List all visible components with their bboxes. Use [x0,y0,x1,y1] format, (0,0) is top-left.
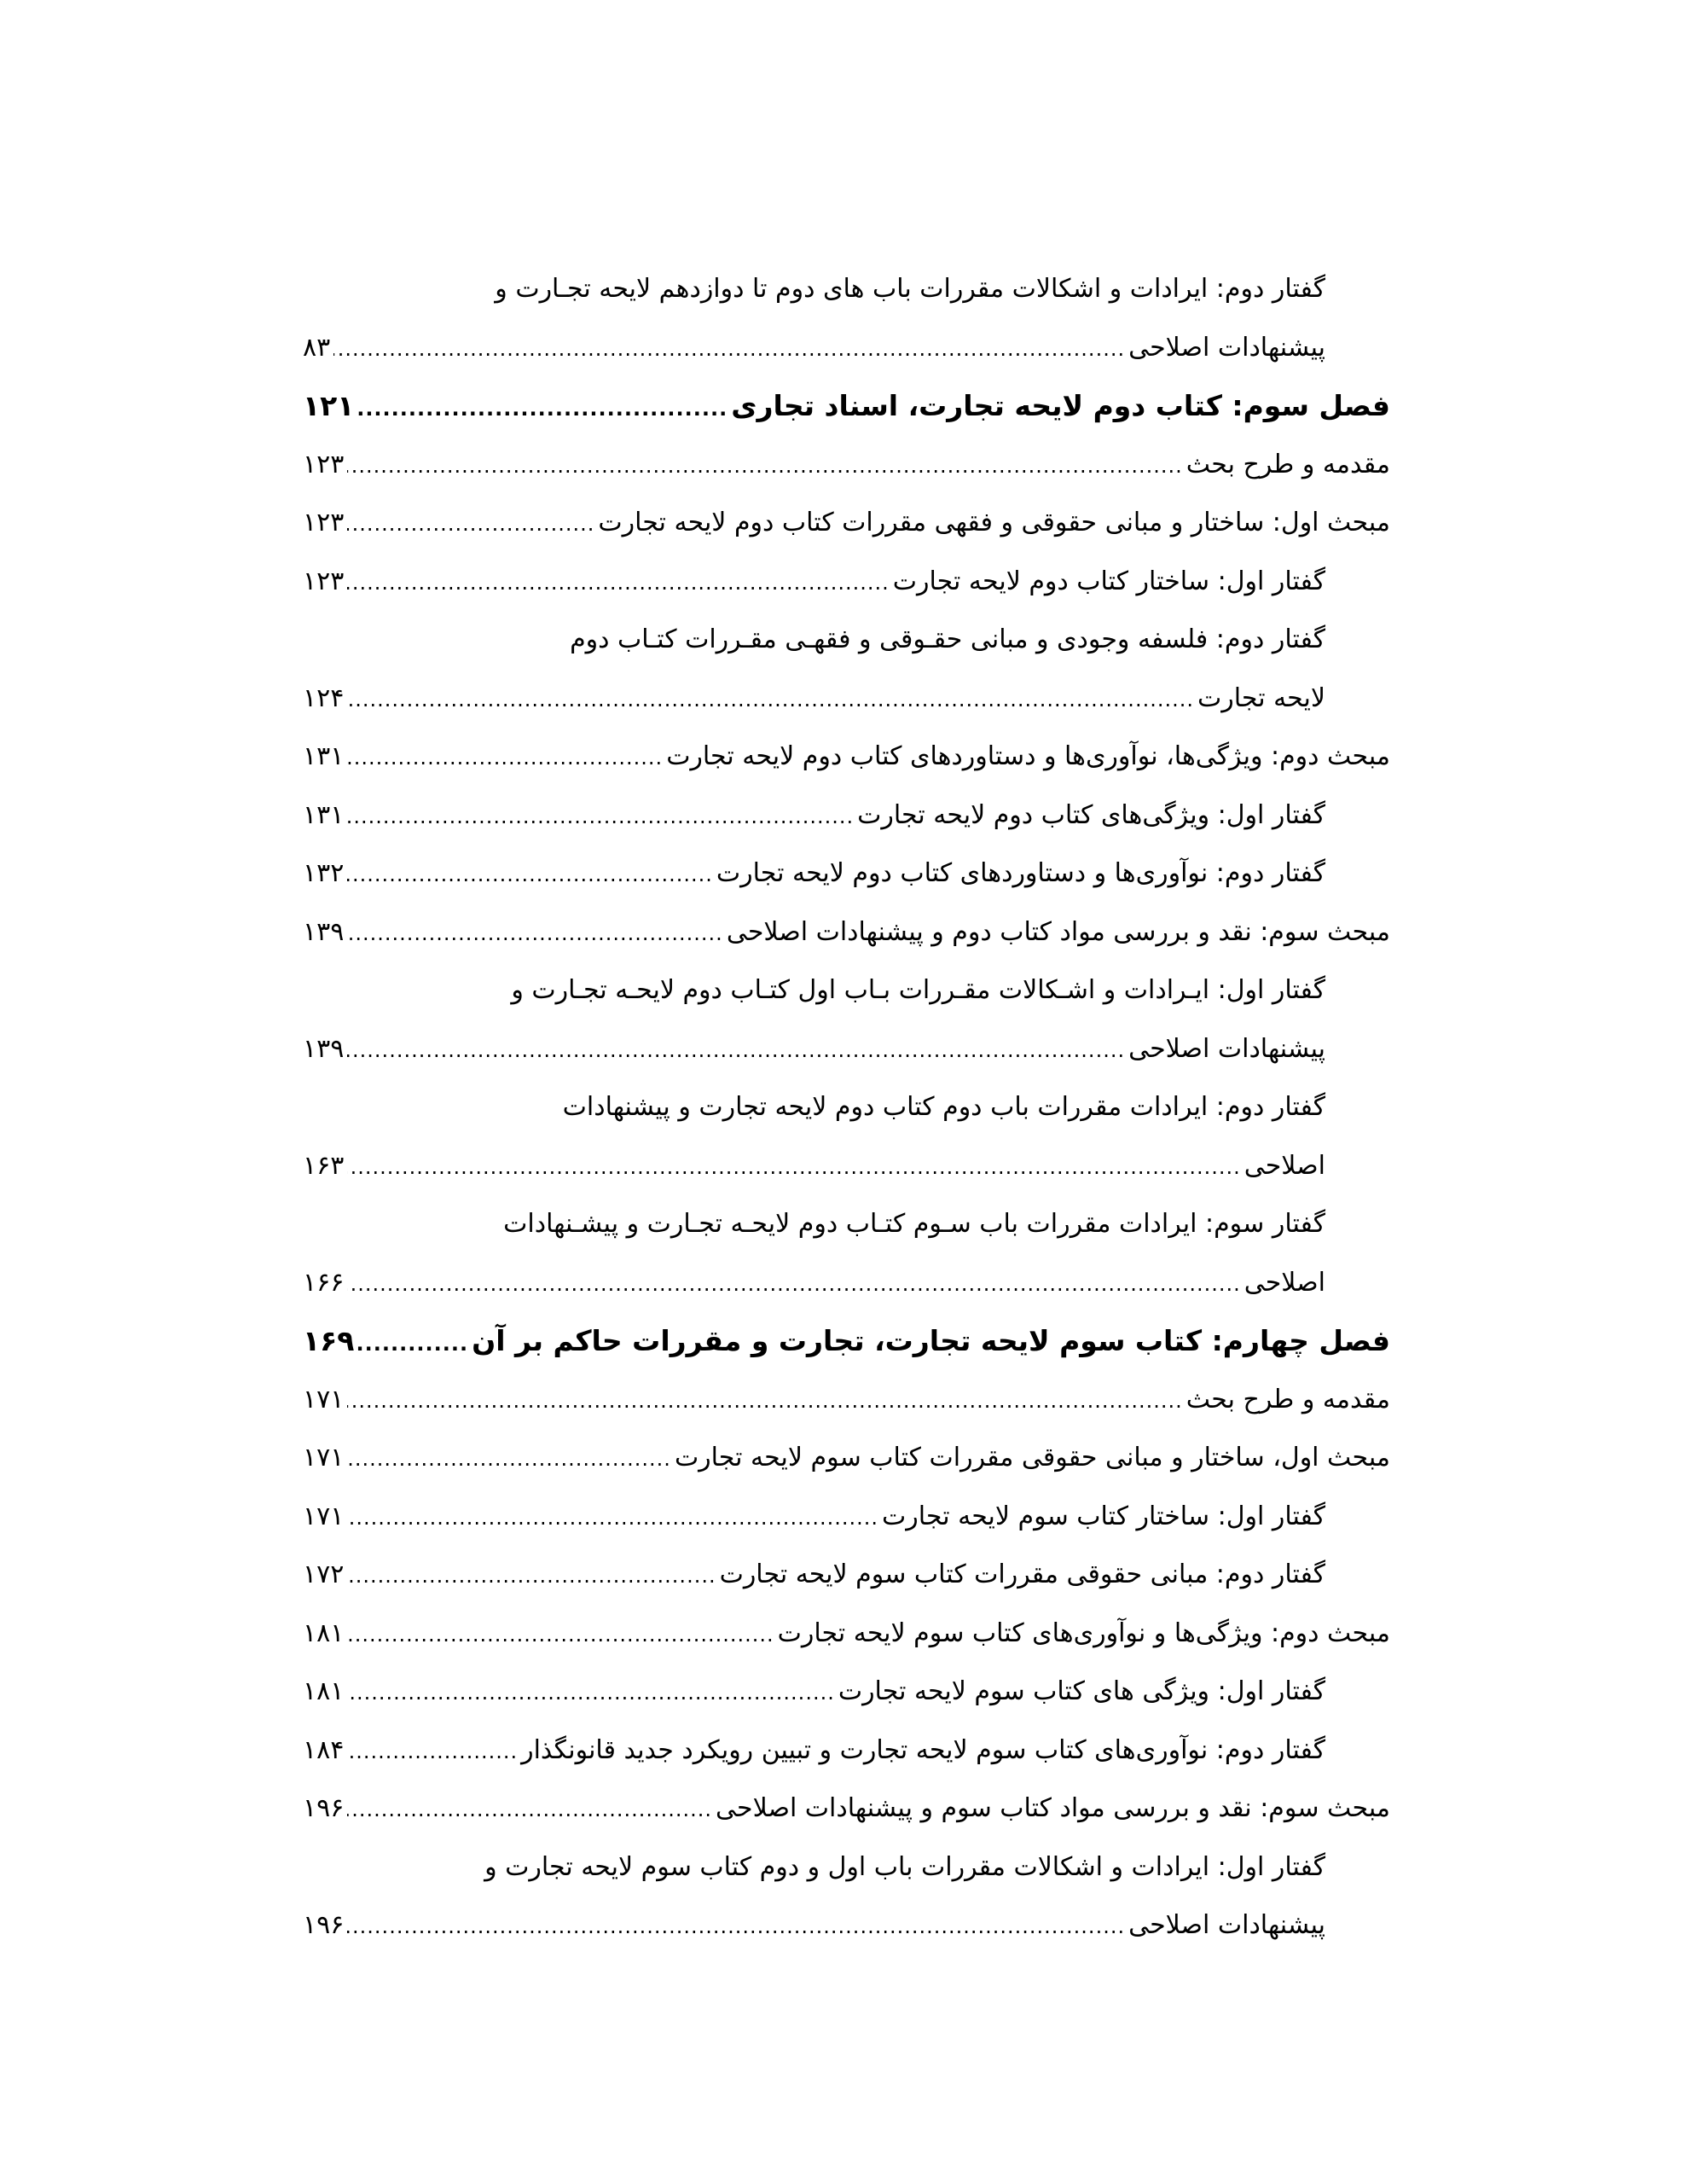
toc-leader-dots [347,1372,1182,1430]
toc-leader-dots [347,1547,716,1605]
toc-page-number: ۸۳ [303,332,331,363]
toc-entry-title: مقدمه و طرح بحث [1186,449,1390,479]
toc-entry-continued [303,961,1390,1020]
toc-entry-title: گفتار اول: ویژگی‌های کتاب دوم لایحه تجارت [857,799,1325,830]
toc-leader-dots [347,1255,1240,1313]
toc-entry-title: اصلاحی [1244,1267,1325,1298]
toc-page-number: ۱۷۱ [303,1501,345,1531]
toc-leader-dots [357,1315,468,1371]
toc-page-number: ۱۸۴ [303,1734,345,1765]
toc-entry-title: گفتار دوم: نوآوری‌ها و دستاوردهای کتاب دوم لایحه تجارت [716,858,1325,888]
toc-entry-title: پیشنهادات اصلاحی [1128,1033,1325,1064]
toc-leader-dots [347,1780,712,1838]
toc-entry-title: گفتار دوم: مبانی حقوقی مقررات کتاب سوم لایحه تجارت [719,1560,1325,1589]
toc-entry [303,670,1390,729]
toc-page-number: ۱۷۱ [303,1443,345,1472]
toc-entry-title: پیشنهادات اصلاحی [1128,332,1325,363]
toc-page-number: ۱۹۶ [303,1910,345,1940]
toc-page-number: ۱۶۶ [303,1267,345,1298]
toc-entry [303,1722,1390,1780]
toc-leader-dots [347,1138,1240,1196]
toc-entry-title: مبحث سوم: نقد و بررسی مواد کتاب دوم و پیشنهادات اصلاحی [726,916,1390,947]
toc-entry-title: اصلاحی [1244,1150,1325,1181]
toc-entry [303,903,1390,962]
toc-entry [303,1312,1390,1371]
toc-leader-dots [347,787,854,845]
toc-entry-title: گفتار دوم: فلسفه وجودی و مبانی حقـوقی و فقهـی مقـررات کتـاب دوم [570,624,1325,654]
toc-entry-title: فصل چهارم: کتاب سوم لایحه تجارت، تجارت و مقررات حاکم بر آن [472,1324,1390,1357]
toc-entry-title: مقدمه و طرح بحث [1186,1384,1390,1414]
toc-entry [303,1137,1390,1196]
toc-leader-dots [347,671,1194,729]
toc-entry [303,1488,1390,1547]
toc-entry-title: گفتار دوم: نوآوری‌های کتاب سوم لایحه تجارت و تبیین رویکرد جدید قانونگذار [521,1734,1325,1765]
toc-entry [303,553,1390,612]
toc-page-number: ۱۳۹ [303,1033,345,1064]
toc-entry-continued [303,1078,1390,1137]
toc-page-number: ۱۲۴ [303,682,345,713]
toc-entry-title: مبحث دوم: ویژگی‌ها و نوآوری‌های کتاب سوم لایحه تجارت [777,1618,1390,1648]
toc-entry [303,1371,1390,1430]
toc-leader-dots [357,380,728,436]
toc-leader-dots [347,1430,671,1488]
toc-entry [303,1605,1390,1664]
toc-entry [303,1546,1390,1605]
toc-entry-continued [303,1195,1390,1254]
toc-entry [303,319,1390,378]
toc-page-number: ۱۳۱ [303,741,345,771]
toc-leader-dots [347,1897,1125,1955]
toc-page-number: ۱۶۳ [303,1150,345,1181]
toc-leader-dots [347,1606,774,1664]
toc-entry-title: فصل سوم: کتاب دوم لایحه تجارت، اسناد تجاری [731,389,1390,422]
toc-leader-dots [333,320,1125,378]
toc-leader-dots [347,437,1182,495]
toc-entry [303,1663,1390,1722]
toc-entry-title: لایحه تجارت [1197,682,1325,713]
toc-entry-title: گفتار اول: ایرادات و اشکالات مقررات باب اول و دوم کتاب سوم لایحه تجارت و [484,1851,1325,1882]
toc-leader-dots [347,554,889,612]
toc-page-number: ۱۷۲ [303,1560,345,1589]
toc-page-number: ۱۳۹ [303,916,345,947]
toc-leader-dots [347,1021,1125,1079]
toc-entry-title: مبحث اول، ساختار و مبانی حقوقی مقررات کتاب سوم لایحه تجارت [674,1443,1390,1472]
toc-entry [303,1780,1390,1838]
toc-page-number: ۱۸۱ [303,1676,345,1706]
toc-entry-title: گفتار دوم: ایرادات مقررات باب دوم کتاب دوم لایحه تجارت و پیشنهادات [562,1092,1325,1122]
toc-entry [303,436,1390,495]
toc-entry-title: گفتار اول: ایـرادات و اشـکالات مقـررات بـاب اول کتـاب دوم لایحـه تجـارت و [511,975,1325,1005]
toc-leader-dots [347,495,594,553]
toc-page-number: ۱۲۳ [303,449,345,479]
toc-entry [303,377,1390,436]
table-of-contents [303,260,1390,1955]
toc-entry-title: مبحث دوم: ویژگی‌ها، نوآوری‌ها و دستاوردهای کتاب دوم لایحه تجارت [666,741,1390,771]
toc-page-number: ۱۷۱ [303,1384,345,1414]
toc-page-number: ۱۹۶ [303,1793,345,1823]
toc-page-number: ۱۲۱ [303,389,355,422]
toc-page-number: ۱۳۲ [303,858,345,888]
toc-page-number: ۱۶۹ [303,1324,355,1357]
toc-entry-title: گفتار اول: ساختار کتاب دوم لایحه تجارت [892,566,1325,596]
toc-leader-dots [347,1664,834,1722]
toc-leader-dots [347,1489,878,1547]
toc-entry-title: گفتار سوم: ایرادات مقررات باب سـوم کتـاب دوم لایحـه تجـارت و پیشـنهادات [503,1209,1325,1239]
toc-page-number: ۱۳۱ [303,799,345,830]
toc-page-number: ۱۸۱ [303,1618,345,1648]
toc-entry [303,728,1390,787]
toc-entry [303,1429,1390,1488]
toc-entry-continued [303,1838,1390,1897]
toc-entry-continued [303,611,1390,670]
toc-entry-title: گفتار دوم: ایرادات و اشکالات مقررات باب های دوم تا دوازدهم لایحه تجـارت و [495,274,1325,304]
toc-entry [303,845,1390,903]
toc-entry [303,494,1390,553]
toc-page-number: ۱۲۳ [303,508,345,537]
toc-leader-dots [347,904,722,962]
toc-page-number: ۱۲۳ [303,566,345,596]
toc-leader-dots [347,1722,518,1780]
toc-entry [303,1020,1390,1079]
toc-entry-title: مبحث سوم: نقد و بررسی مواد کتاب سوم و پیشنهادات اصلاحی [716,1793,1390,1823]
toc-entry-title: گفتار اول: ویژگی های کتاب سوم لایحه تجارت [838,1676,1325,1706]
toc-entry-continued [303,260,1390,319]
toc-entry-title: گفتار اول: ساختار کتاب سوم لایحه تجارت [881,1501,1325,1531]
toc-leader-dots [347,845,713,903]
toc-entry [303,1896,1390,1955]
toc-entry-title: پیشنهادات اصلاحی [1128,1910,1325,1940]
toc-leader-dots [347,729,663,787]
toc-entry-title: مبحث اول: ساختار و مبانی حقوقی و فقهی مقررات کتاب دوم لایحه تجارت [598,508,1390,537]
toc-entry [303,787,1390,845]
toc-entry [303,1254,1390,1313]
